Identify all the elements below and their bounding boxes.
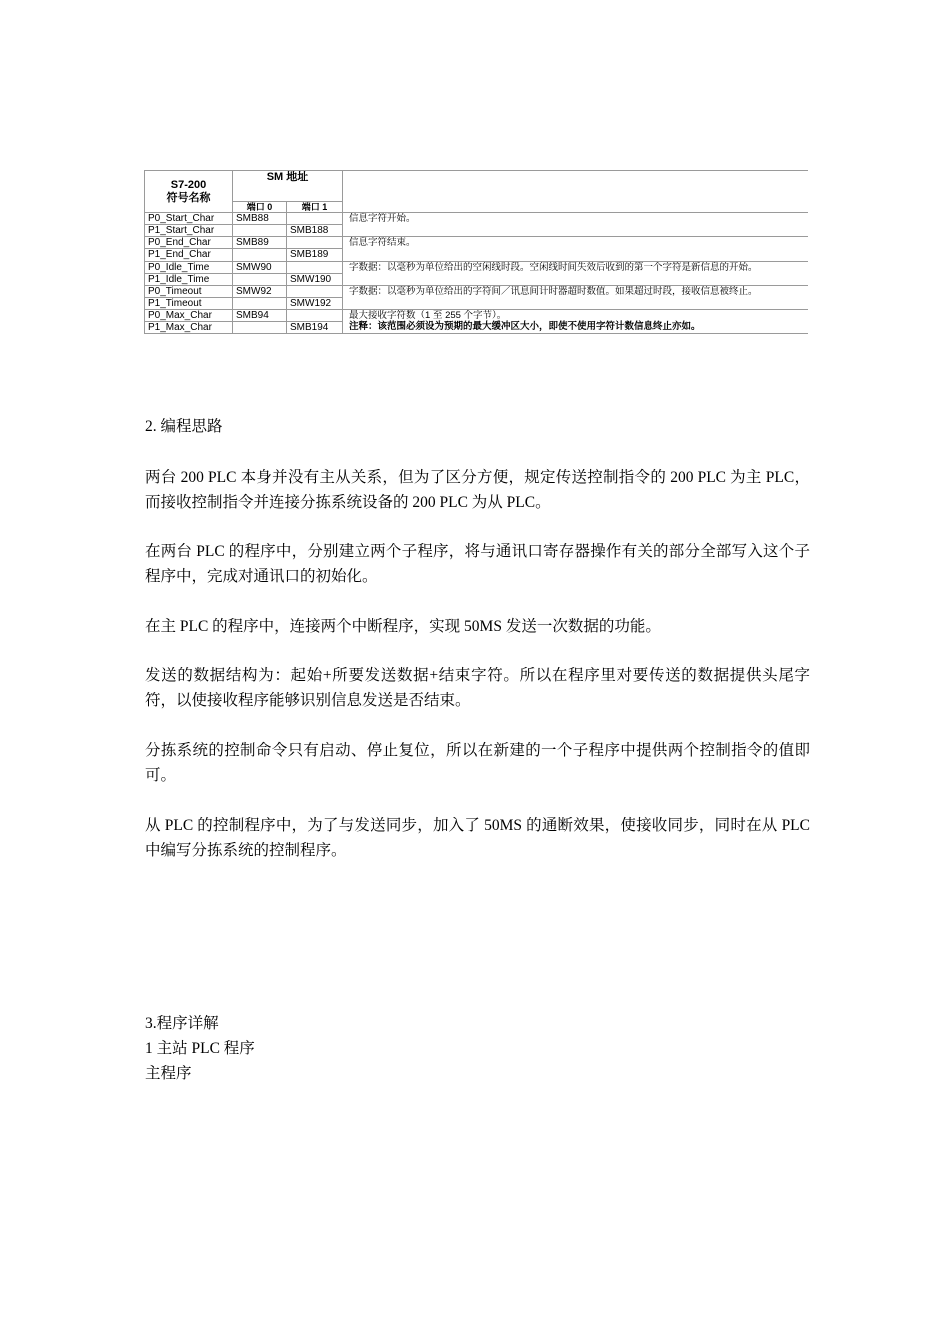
paragraph: 从 PLC 的控制程序中，为了与发送同步，加入了 50MS 的通断效果，使接收同步，同时在从 PLC 中编写分拣系统的控制程序。 xyxy=(145,817,810,859)
row-port1: SMB188 xyxy=(287,225,343,237)
row-name: P0_Start_Char xyxy=(145,213,233,225)
row-port0: SMB89 xyxy=(233,237,287,249)
row-port1 xyxy=(287,285,343,297)
paragraph: 在主 PLC 的程序中，连接两个中断程序，实现 50MS 发送一次数据的功能。 xyxy=(145,618,661,635)
row-port0 xyxy=(233,273,287,285)
row-name: P1_Max_Char xyxy=(145,321,233,333)
row-name: P0_End_Char xyxy=(145,237,233,249)
row-description: 信息字符结束。 xyxy=(343,237,809,261)
row-port1 xyxy=(287,213,343,225)
row-port1 xyxy=(287,309,343,321)
row-port1: SMW192 xyxy=(287,297,343,309)
section2-heading: 2. 编程思路 xyxy=(145,418,223,435)
row-port1: SMB189 xyxy=(287,249,343,261)
main-program-heading: 主程序 xyxy=(145,1065,192,1082)
paragraph: 发送的数据结构为：起始+所要发送数据+结束字符。所以在程序里对要传送的数据提供头尾字符，以使接收程序能够识别信息发送是否结束。 xyxy=(145,667,810,709)
table-row xyxy=(145,237,809,249)
row-port0 xyxy=(233,225,287,237)
header-s7-200: S7-200 xyxy=(170,178,207,191)
table-header-row xyxy=(145,171,809,202)
master-plc-heading: 1 主站 PLC 程序 xyxy=(145,1040,255,1057)
row-name: P0_Timeout xyxy=(145,285,233,297)
table-row xyxy=(145,213,809,225)
row-port0: SMB94 xyxy=(233,309,287,321)
row-description: 信息字符开始。 xyxy=(343,213,809,237)
row-port0: SMW92 xyxy=(233,285,287,297)
paragraph: 分拣系统的控制命令只有启动、停止复位，所以在新建的一个子程序中提供两个控制指令的值即可。 xyxy=(145,742,810,784)
sm-address-table-wrapper xyxy=(144,170,808,334)
max-char-note: 注释：该范围必须设为预期的最大缓冲区大小，即使不使用字符计数信息终止亦如。 xyxy=(349,320,701,332)
table-row xyxy=(145,261,809,273)
paragraph: 两台 200 PLC 本身并没有主从关系，但为了区分方便，规定传送控制指令的 200 PLC 为主 PLC，而接收控制指令并连接分拣系统设备的 200 PLC 为从 PLC。 xyxy=(145,469,810,511)
row-description: 字数据：以毫秒为单位给出的字符间／讯息间计时器超时数值。如果超过时段，接收信息被终止。 xyxy=(343,285,809,309)
row-description xyxy=(343,309,809,333)
paragraph: 在两台 PLC 的程序中，分别建立两个子程序，将与通讯口寄存器操作有关的部分全部写入这个子程序中，完成对通讯口的初始化。 xyxy=(145,543,810,585)
header-description xyxy=(343,171,809,213)
header-port0: 端口 0 xyxy=(233,202,287,213)
row-name: P1_Start_Char xyxy=(145,225,233,237)
row-name: P1_Idle_Time xyxy=(145,273,233,285)
row-name: P0_Max_Char xyxy=(145,309,233,321)
row-name: P0_Idle_Time xyxy=(145,261,233,273)
header-sm-address: SM 地址 xyxy=(233,171,343,202)
row-port1 xyxy=(287,237,343,249)
sm-address-table xyxy=(144,170,808,334)
row-name: P1_Timeout xyxy=(145,297,233,309)
row-port1 xyxy=(287,261,343,273)
section3-heading: 3.程序详解 xyxy=(145,1015,219,1032)
table-row xyxy=(145,309,809,321)
row-port0 xyxy=(233,249,287,261)
row-port1: SMB194 xyxy=(287,321,343,333)
header-port1: 端口 1 xyxy=(287,202,343,213)
row-port0 xyxy=(233,321,287,333)
row-port0: SMW90 xyxy=(233,261,287,273)
table-row xyxy=(145,285,809,297)
header-symbol-label: 符号名称 xyxy=(166,191,211,204)
header-symbol-name xyxy=(145,171,233,213)
max-char-description: 最大接收字符数（1 至 255 个字节）。 xyxy=(349,309,507,321)
row-description: 字数据：以毫秒为单位给出的空闲线时段。空闲线时间失效后收到的第一个字符是新信息的开始。 xyxy=(343,261,809,285)
row-port0: SMB88 xyxy=(233,213,287,225)
row-name: P1_End_Char xyxy=(145,249,233,261)
row-port1: SMW190 xyxy=(287,273,343,285)
row-port0 xyxy=(233,297,287,309)
